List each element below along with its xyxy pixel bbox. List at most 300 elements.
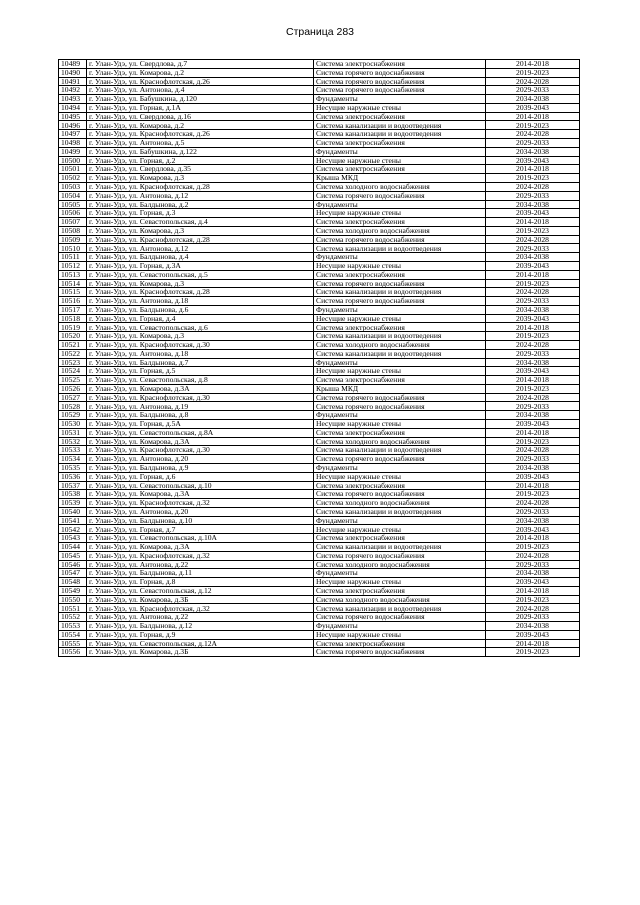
- work-type-cell: Система электроснабжения: [314, 376, 486, 385]
- table-row: [59, 77, 580, 86]
- work-type-cell: Несущие наружные стены: [314, 578, 486, 587]
- work-type-cell: Система электроснабжения: [314, 481, 486, 490]
- row-id-cell: 10497: [59, 130, 87, 139]
- address-cell: г. Улан-Удэ, ул. Горная, д.3: [87, 209, 314, 218]
- work-type-cell: Система холодного водоснабжения: [314, 560, 486, 569]
- table-row: [59, 507, 580, 516]
- work-type-cell: Система электроснабжения: [314, 534, 486, 543]
- period-cell: 2014-2018: [486, 534, 580, 543]
- work-type-cell: Система горячего водоснабжения: [314, 235, 486, 244]
- table-row: [59, 86, 580, 95]
- period-cell: 2019-2023: [486, 174, 580, 183]
- period-cell: 2024-2028: [486, 341, 580, 350]
- work-type-cell: Несущие наружные стены: [314, 261, 486, 270]
- row-id-cell: 10549: [59, 586, 87, 595]
- table-row: [59, 463, 580, 472]
- table-row: [59, 332, 580, 341]
- page-header: Страница 283: [285, 26, 355, 38]
- row-id-cell: 10509: [59, 235, 87, 244]
- work-type-cell: Несущие наружные стены: [314, 103, 486, 112]
- row-id-cell: 10525: [59, 376, 87, 385]
- period-cell: 2034-2038: [486, 305, 580, 314]
- address-cell: г. Улан-Удэ, ул. Краснофлотская, д.30: [87, 393, 314, 402]
- table-row: [59, 569, 580, 578]
- row-id-cell: 10498: [59, 139, 87, 148]
- period-cell: 2014-2018: [486, 639, 580, 648]
- work-type-cell: Фундаменты: [314, 463, 486, 472]
- address-cell: г. Улан-Удэ, ул. Краснофлотская, д.28: [87, 288, 314, 297]
- table-row: [59, 174, 580, 183]
- period-cell: 2034-2038: [486, 622, 580, 631]
- table-row: [59, 261, 580, 270]
- table-row: [59, 613, 580, 622]
- table-row: [59, 349, 580, 358]
- table-row: [59, 516, 580, 525]
- address-cell: г. Улан-Удэ, ул. Комарова, д.2: [87, 121, 314, 130]
- work-type-cell: Система горячего водоснабжения: [314, 455, 486, 464]
- registry-table-body: [59, 60, 580, 657]
- address-cell: г. Улан-Удэ, ул. Краснофлотская, д.26: [87, 77, 314, 86]
- table-row: [59, 305, 580, 314]
- period-cell: 2039-2043: [486, 103, 580, 112]
- address-cell: г. Улан-Удэ, ул. Краснофлотская, д.30: [87, 341, 314, 350]
- work-type-cell: Фундаменты: [314, 569, 486, 578]
- table-row: [59, 182, 580, 191]
- work-type-cell: Система электроснабжения: [314, 586, 486, 595]
- work-type-cell: Система горячего водоснабжения: [314, 77, 486, 86]
- row-id-cell: 10544: [59, 542, 87, 551]
- work-type-cell: Система холодного водоснабжения: [314, 499, 486, 508]
- row-id-cell: 10499: [59, 147, 87, 156]
- table-row: [59, 648, 580, 657]
- table-row: [59, 156, 580, 165]
- table-row: [59, 139, 580, 148]
- row-id-cell: 10491: [59, 77, 87, 86]
- work-type-cell: Несущие наружные стены: [314, 420, 486, 429]
- row-id-cell: 10534: [59, 455, 87, 464]
- table-row: [59, 446, 580, 455]
- work-type-cell: Система канализации и водоотведения: [314, 507, 486, 516]
- work-type-cell: Система холодного водоснабжения: [314, 595, 486, 604]
- address-cell: г. Улан-Удэ, ул. Балдынова, д.9: [87, 463, 314, 472]
- period-cell: 2029-2033: [486, 349, 580, 358]
- row-id-cell: 10507: [59, 218, 87, 227]
- row-id-cell: 10536: [59, 472, 87, 481]
- address-cell: г. Улан-Удэ, ул. Горная, д.3А: [87, 261, 314, 270]
- work-type-cell: Несущие наружные стены: [314, 525, 486, 534]
- address-cell: г. Улан-Удэ, ул. Севастопольская, д.10А: [87, 534, 314, 543]
- table-row: [59, 244, 580, 253]
- row-id-cell: 10547: [59, 569, 87, 578]
- address-cell: г. Улан-Удэ, ул. Балдынова, д.10: [87, 516, 314, 525]
- period-cell: 2024-2028: [486, 288, 580, 297]
- row-id-cell: 10545: [59, 551, 87, 560]
- row-id-cell: 10501: [59, 165, 87, 174]
- table-row: [59, 314, 580, 323]
- work-type-cell: Система горячего водоснабжения: [314, 490, 486, 499]
- row-id-cell: 10542: [59, 525, 87, 534]
- row-id-cell: 10502: [59, 174, 87, 183]
- work-type-cell: Фундаменты: [314, 200, 486, 209]
- period-cell: 2024-2028: [486, 182, 580, 191]
- address-cell: г. Улан-Удэ, ул. Севастопольская, д.8А: [87, 428, 314, 437]
- table-row: [59, 121, 580, 130]
- period-cell: 2034-2038: [486, 358, 580, 367]
- period-cell: 2014-2018: [486, 218, 580, 227]
- work-type-cell: Система канализации и водоотведения: [314, 130, 486, 139]
- row-id-cell: 10518: [59, 314, 87, 323]
- table-row: [59, 402, 580, 411]
- table-row: [59, 68, 580, 77]
- row-id-cell: 10550: [59, 595, 87, 604]
- work-type-cell: Несущие наружные стены: [314, 156, 486, 165]
- address-cell: г. Улан-Удэ, ул. Комарова, д.3: [87, 279, 314, 288]
- address-cell: г. Улан-Удэ, ул. Севастопольская, д.12А: [87, 639, 314, 648]
- work-type-cell: Система горячего водоснабжения: [314, 402, 486, 411]
- work-type-cell: Несущие наружные стены: [314, 209, 486, 218]
- period-cell: 2024-2028: [486, 235, 580, 244]
- period-cell: 2024-2028: [486, 499, 580, 508]
- address-cell: г. Улан-Удэ, ул. Антонова, д.20: [87, 455, 314, 464]
- work-type-cell: Система горячего водоснабжения: [314, 68, 486, 77]
- period-cell: 2014-2018: [486, 323, 580, 332]
- table-row: [59, 60, 580, 69]
- address-cell: г. Улан-Удэ, ул. Свердлова, д.7: [87, 60, 314, 69]
- row-id-cell: 10513: [59, 270, 87, 279]
- table-row: [59, 226, 580, 235]
- work-type-cell: Система горячего водоснабжения: [314, 393, 486, 402]
- row-id-cell: 10533: [59, 446, 87, 455]
- address-cell: г. Улан-Удэ, ул. Балдынова, д.8: [87, 411, 314, 420]
- period-cell: 2014-2018: [486, 428, 580, 437]
- address-cell: г. Улан-Удэ, ул. Антонова, д.18: [87, 297, 314, 306]
- address-cell: г. Улан-Удэ, ул. Краснофлотская, д.30: [87, 446, 314, 455]
- table-row: [59, 472, 580, 481]
- period-cell: 2029-2033: [486, 455, 580, 464]
- table-row: [59, 341, 580, 350]
- work-type-cell: Система холодного водоснабжения: [314, 341, 486, 350]
- row-id-cell: 10546: [59, 560, 87, 569]
- table-row: [59, 270, 580, 279]
- period-cell: 2024-2028: [486, 77, 580, 86]
- address-cell: г. Улан-Удэ, ул. Севастопольская, д.10: [87, 481, 314, 490]
- address-cell: г. Улан-Удэ, ул. Антонова, д.12: [87, 191, 314, 200]
- table-row: [59, 490, 580, 499]
- period-cell: 2024-2028: [486, 551, 580, 560]
- period-cell: 2024-2028: [486, 604, 580, 613]
- address-cell: г. Улан-Удэ, ул. Горная, д.5: [87, 367, 314, 376]
- period-cell: 2019-2023: [486, 490, 580, 499]
- work-type-cell: Система горячего водоснабжения: [314, 648, 486, 657]
- row-id-cell: 10538: [59, 490, 87, 499]
- address-cell: г. Улан-Удэ, ул. Краснофлотская, д.32: [87, 551, 314, 560]
- period-cell: 2039-2043: [486, 420, 580, 429]
- period-cell: 2039-2043: [486, 630, 580, 639]
- address-cell: г. Улан-Удэ, ул. Севастопольская, д.6: [87, 323, 314, 332]
- work-type-cell: Фундаменты: [314, 95, 486, 104]
- period-cell: 2014-2018: [486, 586, 580, 595]
- address-cell: г. Улан-Удэ, ул. Антонова, д.19: [87, 402, 314, 411]
- table-row: [59, 560, 580, 569]
- work-type-cell: Фундаменты: [314, 253, 486, 262]
- address-cell: г. Улан-Удэ, ул. Балдынова, д.2: [87, 200, 314, 209]
- row-id-cell: 10539: [59, 499, 87, 508]
- row-id-cell: 10503: [59, 182, 87, 191]
- address-cell: г. Улан-Удэ, ул. Антонова, д.22: [87, 560, 314, 569]
- work-type-cell: Система горячего водоснабжения: [314, 613, 486, 622]
- work-type-cell: Фундаменты: [314, 411, 486, 420]
- table-row: [59, 103, 580, 112]
- address-cell: г. Улан-Удэ, ул. Комарова, д.3: [87, 174, 314, 183]
- row-id-cell: 10500: [59, 156, 87, 165]
- period-cell: 2029-2033: [486, 402, 580, 411]
- row-id-cell: 10510: [59, 244, 87, 253]
- table-row: [59, 376, 580, 385]
- work-type-cell: Крыша МКД: [314, 384, 486, 393]
- work-type-cell: Система горячего водоснабжения: [314, 551, 486, 560]
- registry-table: [58, 59, 580, 657]
- period-cell: 2019-2023: [486, 648, 580, 657]
- row-id-cell: 10493: [59, 95, 87, 104]
- work-type-cell: Несущие наружные стены: [314, 367, 486, 376]
- table-row: [59, 578, 580, 587]
- period-cell: 2029-2033: [486, 297, 580, 306]
- period-cell: 2039-2043: [486, 367, 580, 376]
- period-cell: 2039-2043: [486, 209, 580, 218]
- address-cell: г. Улан-Удэ, ул. Горная, д.9: [87, 630, 314, 639]
- period-cell: 2019-2023: [486, 121, 580, 130]
- period-cell: 2034-2038: [486, 147, 580, 156]
- period-cell: 2029-2033: [486, 139, 580, 148]
- work-type-cell: Система канализации и водоотведения: [314, 121, 486, 130]
- period-cell: 2014-2018: [486, 376, 580, 385]
- row-id-cell: 10552: [59, 613, 87, 622]
- row-id-cell: 10495: [59, 112, 87, 121]
- work-type-cell: Система холодного водоснабжения: [314, 437, 486, 446]
- period-cell: 2039-2043: [486, 525, 580, 534]
- row-id-cell: 10511: [59, 253, 87, 262]
- period-cell: 2034-2038: [486, 95, 580, 104]
- address-cell: г. Улан-Удэ, ул. Комарова, д.3: [87, 226, 314, 235]
- period-cell: 2039-2043: [486, 156, 580, 165]
- period-cell: 2039-2043: [486, 314, 580, 323]
- row-id-cell: 10537: [59, 481, 87, 490]
- address-cell: г. Улан-Удэ, ул. Горная, д.6: [87, 472, 314, 481]
- address-cell: г. Улан-Удэ, ул. Балдынова, д.4: [87, 253, 314, 262]
- table-row: [59, 209, 580, 218]
- table-row: [59, 437, 580, 446]
- period-cell: 2019-2023: [486, 595, 580, 604]
- period-cell: 2014-2018: [486, 481, 580, 490]
- address-cell: г. Улан-Удэ, ул. Балдынова, д.7: [87, 358, 314, 367]
- period-cell: 2024-2028: [486, 446, 580, 455]
- work-type-cell: Система канализации и водоотведения: [314, 288, 486, 297]
- period-cell: 2029-2033: [486, 560, 580, 569]
- row-id-cell: 10528: [59, 402, 87, 411]
- table-row: [59, 288, 580, 297]
- table-row: [59, 420, 580, 429]
- row-id-cell: 10516: [59, 297, 87, 306]
- work-type-cell: Система электроснабжения: [314, 323, 486, 332]
- address-cell: г. Улан-Удэ, ул. Краснофлотская, д.32: [87, 604, 314, 613]
- address-cell: г. Улан-Удэ, ул. Краснофлотская, д.28: [87, 235, 314, 244]
- work-type-cell: Система электроснабжения: [314, 165, 486, 174]
- address-cell: г. Улан-Удэ, ул. Горная, д.1А: [87, 103, 314, 112]
- row-id-cell: 10540: [59, 507, 87, 516]
- work-type-cell: Фундаменты: [314, 147, 486, 156]
- row-id-cell: 10523: [59, 358, 87, 367]
- period-cell: 2019-2023: [486, 226, 580, 235]
- table-row: [59, 499, 580, 508]
- work-type-cell: Система электроснабжения: [314, 139, 486, 148]
- table-row: [59, 595, 580, 604]
- table-row: [59, 586, 580, 595]
- work-type-cell: Система горячего водоснабжения: [314, 191, 486, 200]
- address-cell: г. Улан-Удэ, ул. Комарова, д.3Б: [87, 648, 314, 657]
- work-type-cell: Система канализации и водоотведения: [314, 332, 486, 341]
- row-id-cell: 10512: [59, 261, 87, 270]
- address-cell: г. Улан-Удэ, ул. Комарова, д.2: [87, 68, 314, 77]
- work-type-cell: Система канализации и водоотведения: [314, 349, 486, 358]
- period-cell: 2039-2043: [486, 261, 580, 270]
- address-cell: г. Улан-Удэ, ул. Бабушкина, д.120: [87, 95, 314, 104]
- address-cell: г. Улан-Удэ, ул. Горная, д.5А: [87, 420, 314, 429]
- address-cell: г. Улан-Удэ, ул. Балдынова, д.11: [87, 569, 314, 578]
- table-row: [59, 95, 580, 104]
- table-row: [59, 367, 580, 376]
- row-id-cell: 10494: [59, 103, 87, 112]
- address-cell: г. Улан-Удэ, ул. Антонова, д.12: [87, 244, 314, 253]
- work-type-cell: Система электроснабжения: [314, 428, 486, 437]
- work-type-cell: Система электроснабжения: [314, 60, 486, 69]
- work-type-cell: Система электроснабжения: [314, 218, 486, 227]
- row-id-cell: 10535: [59, 463, 87, 472]
- table-row: [59, 455, 580, 464]
- work-type-cell: Несущие наружные стены: [314, 630, 486, 639]
- row-id-cell: 10556: [59, 648, 87, 657]
- table-row: [59, 147, 580, 156]
- row-id-cell: 10506: [59, 209, 87, 218]
- period-cell: 2019-2023: [486, 542, 580, 551]
- address-cell: г. Улан-Удэ, ул. Горная, д.4: [87, 314, 314, 323]
- row-id-cell: 10522: [59, 349, 87, 358]
- work-type-cell: Система электроснабжения: [314, 112, 486, 121]
- period-cell: 2019-2023: [486, 437, 580, 446]
- table-row: [59, 218, 580, 227]
- table-row: [59, 622, 580, 631]
- period-cell: 2019-2023: [486, 68, 580, 77]
- table-row: [59, 130, 580, 139]
- row-id-cell: 10554: [59, 630, 87, 639]
- period-cell: 2039-2043: [486, 578, 580, 587]
- period-cell: 2019-2023: [486, 384, 580, 393]
- period-cell: 2039-2043: [486, 472, 580, 481]
- table-row: [59, 297, 580, 306]
- period-cell: 2029-2033: [486, 86, 580, 95]
- work-type-cell: Система электроснабжения: [314, 270, 486, 279]
- row-id-cell: 10531: [59, 428, 87, 437]
- period-cell: 2034-2038: [486, 253, 580, 262]
- period-cell: 2029-2033: [486, 507, 580, 516]
- period-cell: 2019-2023: [486, 332, 580, 341]
- address-cell: г. Улан-Удэ, ул. Антонова, д.22: [87, 613, 314, 622]
- address-cell: г. Улан-Удэ, ул. Комарова, д.3: [87, 332, 314, 341]
- address-cell: г. Улан-Удэ, ул. Горная, д.2: [87, 156, 314, 165]
- row-id-cell: 10519: [59, 323, 87, 332]
- work-type-cell: Система канализации и водоотведения: [314, 604, 486, 613]
- period-cell: 2014-2018: [486, 112, 580, 121]
- table-row: [59, 393, 580, 402]
- address-cell: г. Улан-Удэ, ул. Комарова, д.3А: [87, 542, 314, 551]
- period-cell: 2014-2018: [486, 270, 580, 279]
- work-type-cell: Фундаменты: [314, 622, 486, 631]
- row-id-cell: 10496: [59, 121, 87, 130]
- work-type-cell: Система холодного водоснабжения: [314, 226, 486, 235]
- period-cell: 2029-2033: [486, 191, 580, 200]
- period-cell: 2034-2038: [486, 200, 580, 209]
- table-row: [59, 542, 580, 551]
- table-row: [59, 253, 580, 262]
- address-cell: г. Улан-Удэ, ул. Севастопольская, д.5: [87, 270, 314, 279]
- address-cell: г. Улан-Удэ, ул. Бабушкина, д.122: [87, 147, 314, 156]
- address-cell: г. Улан-Удэ, ул. Свердлова, д.16: [87, 112, 314, 121]
- table-row: [59, 191, 580, 200]
- address-cell: г. Улан-Удэ, ул. Балдынова, д.6: [87, 305, 314, 314]
- row-id-cell: 10517: [59, 305, 87, 314]
- table-row: [59, 323, 580, 332]
- work-type-cell: Система горячего водоснабжения: [314, 86, 486, 95]
- row-id-cell: 10521: [59, 341, 87, 350]
- row-id-cell: 10551: [59, 604, 87, 613]
- table-row: [59, 235, 580, 244]
- table-row: [59, 481, 580, 490]
- work-type-cell: Крыша МКД: [314, 174, 486, 183]
- row-id-cell: 10508: [59, 226, 87, 235]
- work-type-cell: Несущие наружные стены: [314, 472, 486, 481]
- row-id-cell: 10489: [59, 60, 87, 69]
- address-cell: г. Улан-Удэ, ул. Антонова, д.5: [87, 139, 314, 148]
- table-row: [59, 279, 580, 288]
- period-cell: 2029-2033: [486, 244, 580, 253]
- row-id-cell: 10541: [59, 516, 87, 525]
- table-row: [59, 551, 580, 560]
- period-cell: 2014-2018: [486, 60, 580, 69]
- address-cell: г. Улан-Удэ, ул. Горная, д.8: [87, 578, 314, 587]
- address-cell: г. Улан-Удэ, ул. Комарова, д.3А: [87, 384, 314, 393]
- address-cell: г. Улан-Удэ, ул. Севастопольская, д.12: [87, 586, 314, 595]
- address-cell: г. Улан-Удэ, ул. Свердлова, д.35: [87, 165, 314, 174]
- period-cell: 2019-2023: [486, 279, 580, 288]
- table-row: [59, 525, 580, 534]
- work-type-cell: Фундаменты: [314, 516, 486, 525]
- address-cell: г. Улан-Удэ, ул. Краснофлотская, д.32: [87, 499, 314, 508]
- work-type-cell: Система канализации и водоотведения: [314, 446, 486, 455]
- period-cell: 2034-2038: [486, 569, 580, 578]
- address-cell: г. Улан-Удэ, ул. Краснофлотская, д.28: [87, 182, 314, 191]
- table-row: [59, 534, 580, 543]
- table-row: [59, 384, 580, 393]
- row-id-cell: 10530: [59, 420, 87, 429]
- period-cell: 2034-2038: [486, 516, 580, 525]
- period-cell: 2029-2033: [486, 613, 580, 622]
- address-cell: г. Улан-Удэ, ул. Антонова, д.20: [87, 507, 314, 516]
- table-row: [59, 604, 580, 613]
- address-cell: г. Улан-Удэ, ул. Севастопольская, д.4: [87, 218, 314, 227]
- row-id-cell: 10527: [59, 393, 87, 402]
- address-cell: г. Улан-Удэ, ул. Краснофлотская, д.26: [87, 130, 314, 139]
- address-cell: г. Улан-Удэ, ул. Горная, д.7: [87, 525, 314, 534]
- period-cell: 2034-2038: [486, 411, 580, 420]
